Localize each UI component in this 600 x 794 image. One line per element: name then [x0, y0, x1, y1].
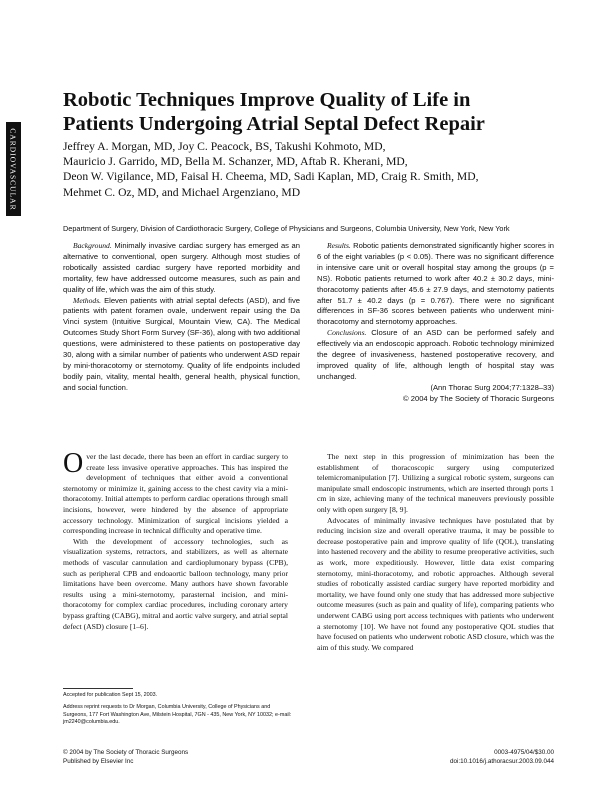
footnote-accepted: Accepted for publication Sept 15, 2003.: [63, 692, 158, 698]
footer-copyright: © 2004 by The Society of Thoracic Surgeons: [63, 749, 189, 756]
abstract-background-heading: Background.: [73, 241, 112, 250]
abstract-results-text: Robotic patients demonstrated significantly higher scores in 6 of the eight variables (p < 0.05). There was no significant difference in intensive care unit or overall hospital stay among the groups (p = NS). Robotic patients returned to work after 40.2 ± 30.2 days, mini-thoracotomy patients after 45.6 ± 27.9 days, and sternotomy patients after 51.7 ± 40.2 days (p = 0.767). There were no significant differences in SF-36 scores between patients who underwent mini-thoracotomy and sternotomy approaches.: [317, 241, 554, 327]
body-paragraph-text: ver the last decade, there has been an effort in cardiac surgery to create less invasive operative approaches. This has inspired the development of techniques that either avoid a conventional sternotomy or minimize it, gaining access to the chest cavity via a mini-thoracotomy. Initial attempts to perform cardiac operations through small incisions, however, were hindered by the absence of appropriate accessory technology. Minimization of surgical incisions yielded a corresponding increase in technical difficulty and operative time.: [63, 452, 288, 536]
abstract-copyright: © 2004 by The Society of Thoracic Surgeons: [403, 393, 554, 403]
author-line: Mauricio J. Garrido, MD, Bella M. Schanzer, MD, Aftab R. Kherani, MD,: [63, 155, 408, 169]
footer-issn: 0003-4975/04/$30.00: [494, 749, 554, 756]
body-left-column: [63, 448, 288, 632]
author-line: Jeffrey A. Morgan, MD, Joy C. Peacock, BS, Takushi Kohmoto, MD,: [63, 140, 386, 153]
article-title-line-1: Robotic Techniques Improve Quality of Life in: [63, 89, 471, 111]
abstract-conclusions: [317, 328, 554, 383]
footer-publisher: Published by Elsevier Inc: [63, 758, 134, 765]
author-line: Mehmet C. Oz, MD, and Michael Argenziano, MD: [63, 185, 301, 199]
body-right-column: [317, 452, 554, 653]
footnote-address: Address reprint requests to Dr Morgan, Columbia University, College of Physicians and Surgeons, 177 Fort Washington Ave, Milstein Hospital, 7GN - 435, New York, NY 10032; e-mail: jm2240@columbia.edu.: [63, 704, 292, 726]
body-paragraph: [63, 448, 288, 537]
body-paragraph: With the development of accessory technologies, such as visualization systems, retractors, and stabilizers, as well as alternate methods of vascular cannulation and cardioplumonary bypass (CPB), such as peripheral CPB and endoaortic balloon technology, many prior limitations have been overcome. Many authors have shown favorable results using a mini-sternotomy, parasternal incision, and mini-thoracotomy for complex cardiac procedures, including coronary artery bypass grafting (CABG), mitral and aortic valve surgery, and atrial septal defect (ASD) closure [1–6].: [63, 536, 288, 631]
abstract-left-column: [63, 241, 300, 394]
footer-left: [63, 748, 188, 766]
affiliation: Department of Surgery, Division of Cardiothoracic Surgery, College of Physicians and Surgeons, Columbia University, New York, New York: [63, 224, 510, 233]
section-tab: [6, 122, 21, 216]
article-title: [63, 88, 543, 136]
abstract-conclusions-text: Closure of an ASD can be performed safely and effectively via an endoscopic approach. Robotic technology minimized the degree of invasiveness, hastened postoperative recovery, and improved quality of life, although length of hospital stay was unchanged.: [317, 328, 554, 381]
abstract-background: [63, 241, 300, 296]
journal-citation: (Ann Thorac Surg 2004;77:1328–33): [430, 382, 554, 392]
abstract-background-text: Minimally invasive cardiac surgery has emerged as an alternative to conventional, open surgery. Although most studies of robotically assisted cardiac surgery have reported morbidity and mortality, few have addressed outcome measures, such as pain and quality of life, which was the aim of this study.: [63, 241, 300, 294]
body-paragraph: The next step in this progression of minimization has been the establishment of thoracoscopic surgery using computerized telemicromanipulation [7]. Utilizing a surgical robotic system, surgeons can manipulate small endoscopic instruments, which are inserted through ports 1 cm in size, achieving many of the technical maneuvers previously possible only with open surgery [8, 9].: [317, 452, 554, 514]
abstract-results-heading: Results.: [327, 241, 351, 250]
abstract-right-column: [317, 241, 554, 405]
footnote-rule: [63, 688, 133, 689]
abstract-methods-heading: Methods.: [73, 295, 102, 305]
footer-doi: doi:10.1016/j.athoracsur.2003.09.044: [450, 758, 554, 765]
author-list: [63, 139, 563, 200]
abstract-conclusions-heading: Conclusions.: [327, 328, 367, 338]
drop-cap: O: [63, 448, 84, 479]
footer-right: [450, 748, 554, 766]
abstract-results: [317, 241, 554, 328]
body-paragraph: Advocates of minimally invasive techniques have postulated that by reducing incision size and overall operative trauma, it may be possible to decrease postoperative pain and improve quality of life (QOL), translating into hastened recovery and the ability to resume preoperative activities, such as work, more expeditiously. However, little data exist comparing sternotomy, mini-thoracotomy, and robotic approaches. Although several studies of robotically assisted cardiac surgery have reported morbidity and mortality, we have found only one study that has addressed more subjective outcome measures (such as pain and quality of life), comparing patients who underwent CABG using port access techniques with patients who underwent a sternotomy [10]. We have not found any postoperative QOL studies that have focused on patients who underwent robotic ASD closure, which was the aim of this study. We compared: [317, 515, 554, 652]
section-tab-label: CARDIOVASCULAR: [9, 127, 18, 211]
author-line: Deon W. Vigilance, MD, Faisal H. Cheema, MD, Sadi Kaplan, MD, Craig R. Smith, MD,: [63, 170, 479, 184]
article-title-line-2: Patients Undergoing Atrial Septal Defect Repair: [63, 113, 485, 135]
abstract-methods: [63, 296, 300, 394]
abstract-methods-text: Eleven patients with atrial septal defects (ASD), and five patients with patent foramen ovale, underwent repair using the Da Vinci system (Intuitive Surgical, Mountain View, CA). The Medical Outcomes Study Short Form Survey (SF-36), along with two additional questions, were administered to these patients on postoperative day 30, along with a similar number of patients who underwent ASD repair by mini-thoracotomy or sternotomy. Quality of life endpoints included bodily pain, vitality, mental health, general health, physical function, and social function.: [63, 295, 300, 392]
